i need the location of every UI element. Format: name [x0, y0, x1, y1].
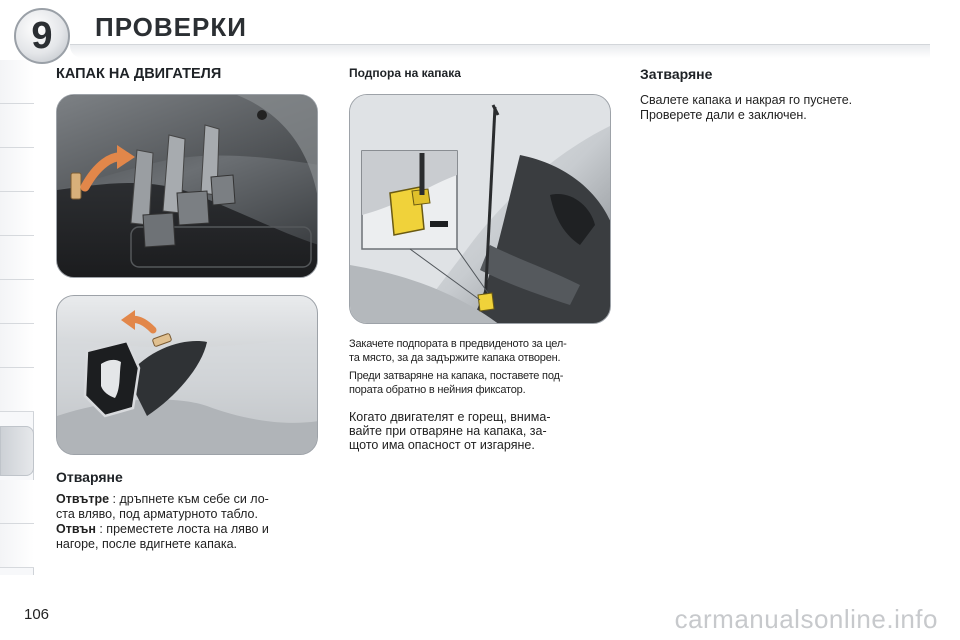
chapter-tab[interactable]	[0, 104, 34, 148]
hood-prop-illustration	[349, 94, 611, 324]
section-heading-opening: Отваряне	[56, 469, 123, 485]
inside-text-line1: : дръпнете към себе си ло-	[109, 492, 269, 506]
prop-instruction-2-line1: Преди затваряне на капака, поставете под-	[349, 370, 564, 382]
hood-prop-drawing	[350, 95, 611, 324]
outside-instruction	[56, 522, 326, 552]
exterior-lever-drawing	[57, 296, 318, 455]
closing-line1: Свалете капака и накрая го пуснете.	[640, 93, 853, 107]
hot-engine-warning	[349, 410, 617, 452]
prop-instruction-1-line2: та място, за да задържите капака отворен.	[349, 351, 561, 364]
chapter-number: 9	[31, 15, 53, 57]
header-rule	[70, 44, 930, 58]
outside-text-line1: : преместете лоста на ляво и	[95, 522, 269, 536]
inside-label: Отвътре	[56, 492, 110, 506]
chapter-title: ПРОВЕРКИ	[95, 12, 247, 42]
exterior-lever-illustration	[56, 295, 318, 455]
watermark: carmanualsonline.info	[674, 604, 938, 634]
warning-line2: вайте при отваряне на капака, за-	[349, 424, 547, 438]
section-heading-hood: КАПАК НА ДВИГАТЕЛЯ	[56, 66, 222, 82]
page-number: 106	[24, 606, 50, 623]
prop-instruction-1	[349, 338, 617, 365]
closing-instruction	[640, 93, 930, 123]
chapter-tab[interactable]	[0, 524, 34, 568]
inside-instruction	[56, 492, 326, 522]
chapter-tab[interactable]	[0, 480, 34, 524]
chapter-tab[interactable]	[0, 236, 34, 280]
interior-lever-illustration	[56, 94, 318, 278]
section-heading-prop: Подпора на капака	[349, 66, 461, 80]
chapter-tab[interactable]	[0, 324, 34, 368]
outside-label: Отвън	[56, 522, 96, 536]
prop-instruction-2-line2: пората обратно в нейния фиксатор.	[349, 383, 526, 396]
outside-text-line2: нагоре, после вдигнете капака.	[56, 537, 237, 551]
chapter-tab[interactable]	[0, 280, 34, 324]
chapter-tab-strip	[0, 60, 34, 575]
chapter-tab-active[interactable]	[0, 426, 34, 476]
inside-text-line2: ста вляво, под арматурното табло.	[56, 507, 258, 521]
chapter-badge	[14, 8, 70, 64]
chapter-tab[interactable]	[0, 60, 34, 104]
closing-line2: Проверете дали е заключен.	[640, 108, 807, 122]
prop-instruction-2	[349, 370, 617, 397]
section-heading-closing: Затваряне	[640, 66, 713, 82]
prop-instruction-1-line1: Закачете подпората в предвиденото за цел-	[349, 338, 567, 350]
warning-line1: Когато двигателят е горещ, внима-	[349, 410, 551, 424]
chapter-tab[interactable]	[0, 192, 34, 236]
chapter-tab[interactable]	[0, 148, 34, 192]
chapter-tab[interactable]	[0, 368, 34, 412]
interior-lever-drawing	[57, 95, 318, 278]
warning-line3: щото има опасност от изгаряне.	[349, 438, 535, 452]
